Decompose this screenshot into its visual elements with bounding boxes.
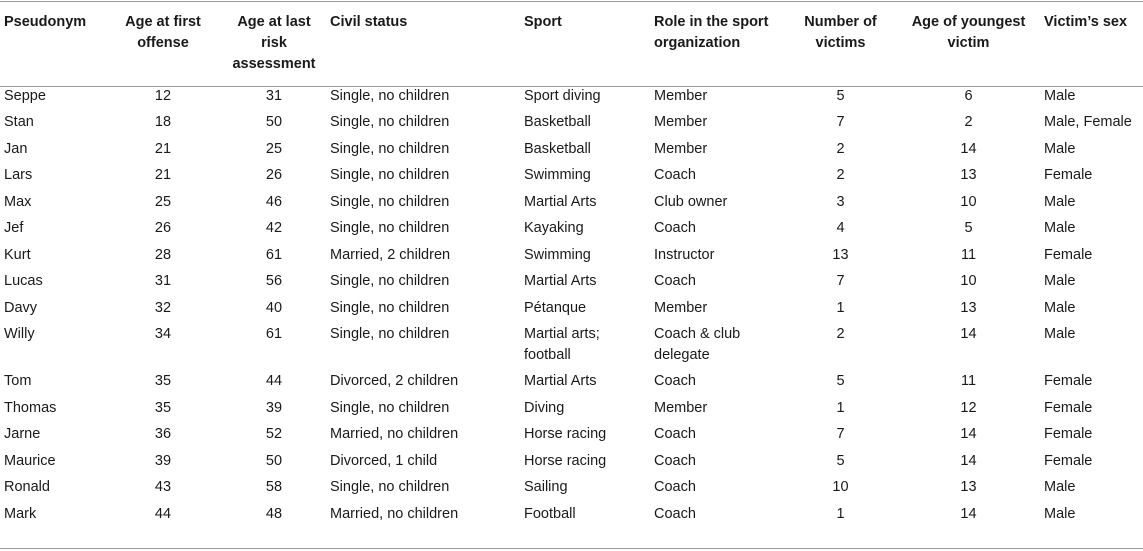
cell-number-victims: 13 — [832, 246, 849, 263]
table-row — [0, 137, 1143, 164]
cell-sport: Pétanque — [524, 299, 587, 316]
cell-pseudonym: Maurice — [4, 452, 56, 469]
cell-civil-status: Single, no children — [330, 326, 450, 342]
cell-number-victims: 2 — [836, 140, 845, 157]
cell-number-victims: 5 — [836, 373, 845, 389]
cell-age-last-assessment: 61 — [265, 326, 283, 342]
cell-victim-sex: Male — [1044, 299, 1076, 316]
cell-civil-status: Married, 2 children — [330, 246, 451, 263]
cell-pseudonym: Davy — [4, 299, 38, 316]
cell-age-first-offense: 39 — [154, 452, 172, 469]
cell-age-last-assessment: 46 — [265, 193, 283, 210]
cell-victim-sex: Male — [1044, 326, 1076, 342]
cell-victim-sex: Female — [1044, 452, 1093, 469]
cell-age-first-offense: 31 — [154, 273, 172, 289]
cell-age-last-assessment: 52 — [265, 426, 283, 442]
cell-number-victims: 10 — [832, 479, 849, 495]
cell-age-first-offense: 44 — [154, 505, 172, 522]
table-row — [0, 190, 1143, 217]
header-number-victims: Number of victims — [804, 14, 877, 51]
cell-victim-sex: Male — [1044, 220, 1076, 236]
cell-age-youngest-victim: 14 — [960, 140, 977, 157]
cell-number-victims: 5 — [836, 452, 845, 469]
cell-sport: Horse racing — [524, 426, 607, 442]
cell-role: Member — [654, 88, 708, 104]
header-row — [0, 0, 1143, 75]
cell-civil-status: Single, no children — [330, 299, 450, 316]
cell-victim-sex: Female — [1044, 167, 1093, 183]
cell-pseudonym: Tom — [4, 373, 32, 389]
cell-age-last-assessment: 40 — [265, 299, 283, 316]
cell-number-victims: 4 — [836, 220, 845, 236]
header-role: Role in the sport organization — [654, 14, 769, 51]
cell-role: Coach — [654, 373, 696, 389]
cell-role: Coach & club delegate — [654, 326, 741, 363]
header-sport: Sport — [524, 14, 562, 30]
cell-pseudonym: Thomas — [4, 399, 57, 416]
cell-civil-status: Single, no children — [330, 193, 450, 210]
cell-civil-status: Married, no children — [330, 505, 459, 522]
cell-victim-sex: Male — [1044, 88, 1076, 104]
cell-pseudonym: Jan — [4, 140, 28, 157]
cell-sport: Football — [524, 505, 576, 522]
cell-number-victims: 1 — [836, 299, 845, 316]
cell-sport: Martial Arts — [524, 273, 597, 289]
table-bottom-rule — [0, 548, 1143, 549]
cell-number-victims: 3 — [836, 193, 845, 210]
cell-age-youngest-victim: 14 — [960, 326, 977, 342]
header-age-last-assessment: Age at last risk assessment — [232, 14, 316, 72]
cell-civil-status: Single, no children — [330, 88, 450, 104]
table-body — [0, 75, 1143, 528]
cell-age-youngest-victim: 6 — [964, 88, 973, 104]
table-row — [0, 422, 1143, 449]
cell-victim-sex: Male — [1044, 505, 1076, 522]
cell-age-first-offense: 18 — [154, 114, 172, 130]
header-victim-sex: Victim’s sex — [1044, 14, 1128, 30]
table-row — [0, 216, 1143, 243]
table-row — [0, 243, 1143, 270]
cell-role: Coach — [654, 167, 696, 183]
cell-age-first-offense: 43 — [154, 479, 172, 495]
cell-sport: Diving — [524, 399, 565, 416]
cell-sport: Swimming — [524, 246, 591, 263]
cell-sport: Martial Arts — [524, 373, 597, 389]
cell-age-last-assessment: 58 — [265, 479, 283, 495]
cell-victim-sex: Female — [1044, 426, 1093, 442]
cell-age-youngest-victim: 11 — [960, 373, 977, 389]
cell-role: Coach — [654, 505, 696, 522]
cell-civil-status: Single, no children — [330, 220, 450, 236]
cell-role: Coach — [654, 426, 696, 442]
cell-role: Member — [654, 140, 708, 157]
header-civil-status: Civil status — [330, 14, 408, 30]
cell-age-first-offense: 12 — [154, 88, 172, 104]
cell-civil-status: Single, no children — [330, 114, 450, 130]
cell-age-youngest-victim: 11 — [960, 246, 977, 263]
table-row — [0, 449, 1143, 476]
cell-number-victims: 7 — [836, 114, 845, 130]
cell-pseudonym: Willy — [4, 326, 35, 342]
cell-age-youngest-victim: 10 — [960, 273, 977, 289]
cell-age-first-offense: 35 — [154, 399, 172, 416]
cell-victim-sex: Female — [1044, 399, 1093, 416]
cell-age-last-assessment: 25 — [265, 140, 283, 157]
cell-age-last-assessment: 31 — [265, 88, 283, 104]
table-row — [0, 502, 1143, 529]
cell-age-last-assessment: 42 — [265, 220, 283, 236]
cell-pseudonym: Lucas — [4, 273, 43, 289]
table-row — [0, 269, 1143, 296]
cell-role: Instructor — [654, 246, 715, 263]
cell-victim-sex: Male — [1044, 140, 1076, 157]
cell-sport: Kayaking — [524, 220, 584, 236]
cell-number-victims: 7 — [836, 273, 845, 289]
cell-pseudonym: Jef — [4, 220, 24, 236]
table-row — [0, 475, 1143, 502]
cell-age-youngest-victim: 10 — [960, 193, 977, 210]
cell-sport: Swimming — [524, 167, 591, 183]
cell-number-victims: 5 — [836, 88, 845, 104]
cell-age-youngest-victim: 13 — [960, 299, 977, 316]
cell-number-victims: 1 — [836, 399, 845, 416]
cell-age-youngest-victim: 14 — [960, 505, 977, 522]
cell-age-youngest-victim: 13 — [960, 167, 977, 183]
cell-number-victims: 2 — [836, 326, 845, 342]
cell-role: Coach — [654, 220, 696, 236]
cell-victim-sex: Male — [1044, 273, 1076, 289]
cell-civil-status: Divorced, 1 child — [330, 452, 438, 469]
cell-age-last-assessment: 61 — [265, 246, 283, 263]
cell-victim-sex: Female — [1044, 373, 1093, 389]
cell-age-last-assessment: 39 — [265, 399, 283, 416]
cell-victim-sex: Male — [1044, 193, 1076, 210]
cell-role: Member — [654, 114, 708, 130]
cell-age-first-offense: 34 — [154, 326, 172, 342]
table-row — [0, 75, 1143, 110]
cell-age-youngest-victim: 14 — [960, 452, 977, 469]
cell-pseudonym: Kurt — [4, 246, 31, 263]
table-row — [0, 322, 1143, 369]
table-row — [0, 296, 1143, 323]
cell-age-youngest-victim: 2 — [964, 114, 973, 130]
cell-civil-status: Single, no children — [330, 273, 450, 289]
cell-pseudonym: Max — [4, 193, 32, 210]
cell-sport: Martial Arts — [524, 193, 597, 210]
cell-pseudonym: Stan — [4, 114, 34, 130]
cell-age-last-assessment: 56 — [265, 273, 283, 289]
cell-pseudonym: Lars — [4, 167, 33, 183]
cell-sport: Sailing — [524, 479, 568, 495]
cell-number-victims: 7 — [836, 426, 845, 442]
cell-sport: Basketball — [524, 140, 591, 157]
cell-age-last-assessment: 44 — [265, 373, 283, 389]
cell-age-first-offense: 21 — [154, 167, 172, 183]
cell-age-youngest-victim: 5 — [964, 220, 973, 236]
table-row — [0, 369, 1143, 396]
cell-role: Coach — [654, 479, 696, 495]
cell-age-youngest-victim: 14 — [960, 426, 977, 442]
cell-role: Member — [654, 399, 708, 416]
cell-victim-sex: Male — [1044, 479, 1076, 495]
cell-age-last-assessment: 26 — [265, 167, 283, 183]
cell-victim-sex: Female — [1044, 246, 1093, 263]
cell-role: Coach — [654, 273, 696, 289]
cell-sport: Basketball — [524, 114, 591, 130]
cell-civil-status: Single, no children — [330, 479, 450, 495]
cell-pseudonym: Jarne — [4, 426, 41, 442]
cell-age-youngest-victim: 12 — [960, 399, 977, 416]
cell-victim-sex: Male, Female — [1044, 114, 1132, 130]
table-row — [0, 110, 1143, 137]
header-age-first-offense: Age at first offense — [125, 14, 201, 51]
cell-pseudonym: Seppe — [4, 88, 46, 104]
cell-civil-status: Married, no children — [330, 426, 459, 442]
cell-role: Club owner — [654, 193, 728, 210]
cell-number-victims: 2 — [836, 167, 845, 183]
cell-civil-status: Single, no children — [330, 399, 450, 416]
cell-pseudonym: Ronald — [4, 479, 50, 495]
cell-age-first-offense: 25 — [154, 193, 172, 210]
cell-number-victims: 1 — [836, 505, 845, 522]
cell-age-first-offense: 32 — [154, 299, 172, 316]
cell-age-youngest-victim: 13 — [960, 479, 977, 495]
cell-sport: Horse racing — [524, 452, 607, 469]
cell-age-first-offense: 26 — [154, 220, 172, 236]
cell-pseudonym: Mark — [4, 505, 37, 522]
cell-sport: Martial arts; football — [524, 326, 600, 363]
cell-age-first-offense: 28 — [154, 246, 172, 263]
cell-role: Member — [654, 299, 708, 316]
cell-age-last-assessment: 50 — [265, 452, 283, 469]
cell-age-last-assessment: 48 — [265, 505, 283, 522]
cell-age-first-offense: 36 — [154, 426, 172, 442]
cell-civil-status: Single, no children — [330, 140, 450, 157]
table-row — [0, 396, 1143, 423]
cell-age-first-offense: 35 — [154, 373, 172, 389]
table-row — [0, 163, 1143, 190]
header-age-youngest-victim: Age of youngest victim — [911, 14, 1026, 51]
cell-age-last-assessment: 50 — [265, 114, 283, 130]
cell-role: Coach — [654, 452, 696, 469]
cell-civil-status: Divorced, 2 children — [330, 373, 459, 389]
cell-sport: Sport diving — [524, 88, 601, 104]
header-pseudonym: Pseudonym — [4, 14, 87, 30]
cell-age-first-offense: 21 — [154, 140, 172, 157]
cell-civil-status: Single, no children — [330, 167, 450, 183]
table-header — [0, 0, 1143, 75]
